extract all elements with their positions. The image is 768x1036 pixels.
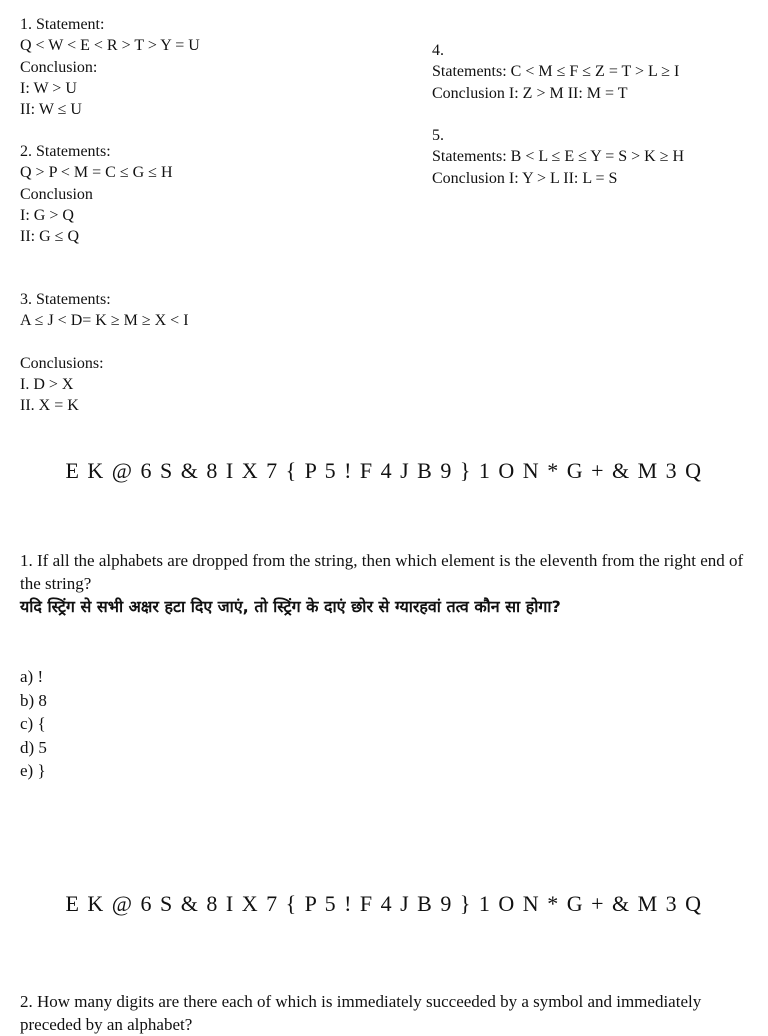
question-4-number: 4. <box>432 42 444 59</box>
question-2-statement: Q > P < M = C ≤ G ≤ H <box>20 164 173 182</box>
string-question-1-hindi: यदि स्ट्रिंग से सभी अक्षर हटा दिए जाएं, तो स्ट्रिंग के दाएं छोर से ग्यारहवां तत्व कौन सा होगा? <box>20 597 561 616</box>
symbol-string-2: E K @ 6 S & 8 I X 7 { P 5 ! F 4 J B 9 } 1 O N * G + & M 3 Q <box>65 891 703 916</box>
question-2-conclusion-2: II: G ≤ Q <box>20 228 79 246</box>
option-a: a) ! <box>20 667 44 686</box>
question-2-conclusion-label: Conclusion <box>20 185 93 203</box>
question-3-conclusion-2: II. X = K <box>20 397 79 415</box>
question-3-block <box>20 289 189 416</box>
string-question-1 <box>20 550 750 619</box>
question-1-conclusion-label: Conclusion: <box>20 58 98 76</box>
string-question-2-english: 2. How many digits are there each of which is immediately succeeded by a symbol and immediately preceded by an alphabet? <box>20 992 702 1034</box>
question-2-block <box>20 141 173 247</box>
string-question-1-options <box>20 665 47 783</box>
question-4-conclusion: Conclusion I: Z > M II: M = T <box>432 84 628 102</box>
question-5-number: 5. <box>432 127 444 144</box>
option-c: c) { <box>20 714 46 733</box>
option-e: e) } <box>20 761 46 780</box>
question-3-conclusion-1: I. D > X <box>20 375 74 393</box>
question-1-block <box>20 14 200 120</box>
question-5-statement: Statements: B < L ≤ E ≤ Y = S > K ≥ H <box>432 148 685 166</box>
question-3-statement: A ≤ J < D= K ≥ M ≥ X < I <box>20 312 189 330</box>
question-5-conclusion: Conclusion I: Y > L II: L = S <box>432 169 618 187</box>
question-2-conclusion-1: I: G > Q <box>20 206 74 224</box>
option-d: d) 5 <box>20 737 47 757</box>
question-3-heading: 3. Statements: <box>20 291 111 308</box>
string-question-1-english: 1. If all the alphabets are dropped from the string, then which element is the eleventh from the right end of the string? <box>20 551 744 593</box>
question-1-statement: Q < W < E < R > T > Y = U <box>20 37 200 55</box>
question-4-statement: Statements: C < M ≤ F ≤ Z = T > L ≥ I <box>432 63 680 81</box>
question-1-conclusion-2: II: W ≤ U <box>20 101 82 119</box>
symbol-string-1: E K @ 6 S & 8 I X 7 { P 5 ! F 4 J B 9 } 1 O N * G + & M 3 Q <box>65 458 703 483</box>
question-5-block <box>432 125 684 189</box>
string-question-2 <box>20 991 750 1036</box>
question-3-conclusion-label: Conclusions: <box>20 354 104 372</box>
question-1-conclusion-1: I: W > U <box>20 79 77 97</box>
option-b: b) 8 <box>20 690 47 710</box>
question-4-block <box>432 40 679 104</box>
question-1-heading: 1. Statement: <box>20 16 105 33</box>
question-2-heading: 2. Statements: <box>20 143 111 160</box>
